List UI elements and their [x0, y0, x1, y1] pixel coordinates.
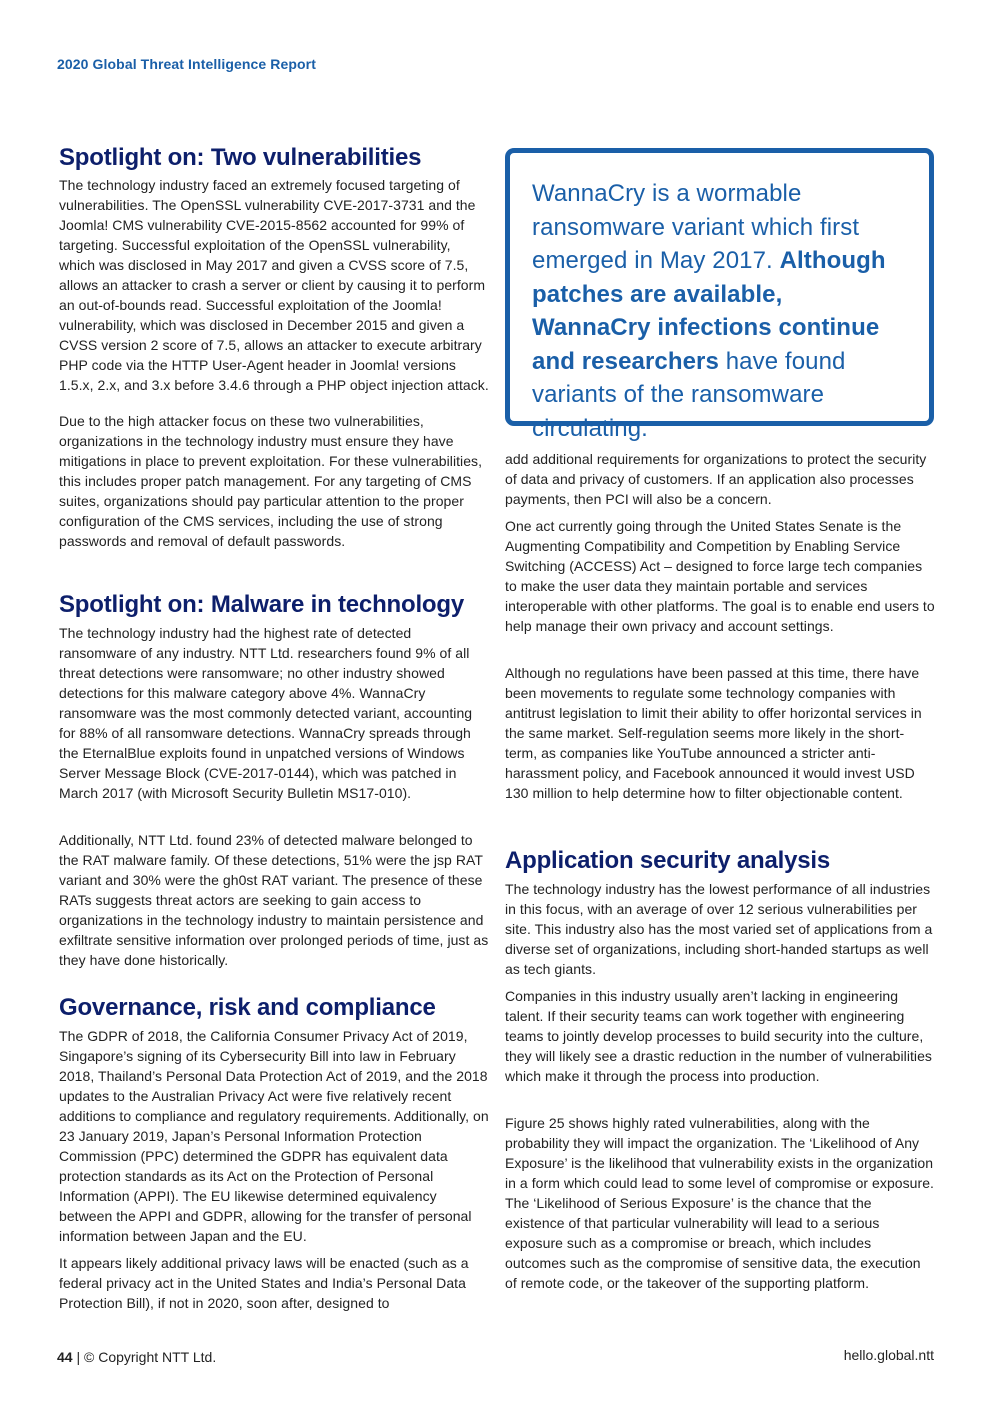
report-title: 2020 Global Threat Intelligence Report [57, 56, 316, 72]
paragraph-governance-2: It appears likely additional privacy laws will be enacted (such as a federal privacy act in the United States and India’s Personal Data Protection Bill), if not in 2020, soon after, designed to [59, 1255, 469, 1311]
paragraph-appsec-1: The technology industry has the lowest performance of all industries in this focus, with an average of over 12 serious vulnerabilities per site. This industry also has the most varied set of applications from a diverse set of organizations, including short-handed startups as well as tech giants. [505, 881, 933, 977]
callout-text-emphasis: Although patches are available, WannaCry infections continue and researchers [532, 247, 886, 375]
paragraph-access-act: One act currently going through the United States Senate is the Augmenting Compatibility and Competition by Enabling Service Switching (ACCESS) Act – designed to force large tech companies to make the user data they maintain portable and services interoperable with other platforms. The goal is to enable end users to help manage their own privacy and account settings. [505, 518, 935, 634]
paragraph-malware-2: Additionally, NTT Ltd. found 23% of detected malware belonged to the RAT malware family. Of these detections, 51% were the jsp RAT variant and 30% were the gh0st RAT variant. The presence of these RATs suggests threat actors are seeking to gain access to organizations in the technology industry to maintain persistence and exfiltrate sensitive information over prolonged periods of time, just as they have done historically. [59, 832, 489, 968]
heading-application-security-analysis: Application security analysis [505, 847, 830, 874]
paragraph-two-vulnerabilities-2: Due to the high attacker focus on these two vulnerabilities, organizations in the technology industry must ensure they have mitigations in place to prevent exploitation. For these vulnerabilities, this includes proper patch management. For any targeting of CMS suites, organizations should pay particular attention to the proper configuration of the CMS services, including the use of strong passwords and removal of default passwords. [59, 413, 483, 549]
paragraph-appsec-2: Companies in this industry usually aren’t lacking in engineering talent. If their security teams can work together with engineering teams to jointly develop processes to build security into the culture, they will likely see a drastic reduction in the number of vulnerabilities which make it through the process into production. [505, 988, 932, 1084]
callout-text [532, 177, 907, 445]
paragraph-malware-1: The technology industry had the highest rate of detected ransomware of any industry. NTT Ltd. researchers found 9% of all threat detections were ransomware; no other industry showed detections for this malware category above 4%. WannaCry ransomware was the most commonly detected variant, accounting for 88% of all ransomware detections. WannaCry spreads through the EternalBlue exploits found in unpatched versions of Windows Server Message Block (CVE-2017-0144), which was patched in March 2017 (with Microsoft Security Bulletin MS17-010). [59, 625, 473, 801]
heading-malware-in-technology: Spotlight on: Malware in technology [59, 591, 464, 618]
paragraph-regulation: Although no regulations have been passed at this time, there have been movements to regulate some technology companies with antitrust legislation to limit their ability to offer horizontal services in the same market. Self-regulation seems more likely in the short-term, as companies like YouTube announced a stricter anti-harassment policy, and Facebook announced it would invest USD 130 million to help determine how to filter objectionable content. [505, 665, 922, 801]
wannacry-callout-box [505, 148, 934, 442]
footer-url[interactable]: hello.global.ntt [843, 1347, 934, 1363]
footer-separator: | [72, 1349, 84, 1365]
paragraph-governance-3: add additional requirements for organizations to protect the security of data and privacy of customers. If an application also processes payments, then PCI will also be a concern. [505, 451, 927, 507]
heading-governance-risk-compliance: Governance, risk and compliance [59, 994, 436, 1021]
callout-text-intro: WannaCry is a wormable ransomware variant which first emerged in May 2017. [532, 180, 860, 274]
paragraph-two-vulnerabilities-1: The technology industry faced an extremely focused targeting of vulnerabilities. The OpenSSL vulnerability CVE-2017-3731 and the Joomla! CMS vulnerability CVE-2015-8562 accounted for 99% of targeting. Successful exploitation of the OpenSSL vulnerability, which was disclosed in May 2017 and given a CVSS score of 7.5, allows an attacker to crash a server or client by causing it to perform an out-of-bounds read. Successful exploitation of the Joomla! vulnerability, which was disclosed in December 2015 and given a CVSS version 2 score of 7.5, allows an attacker to execute arbitrary PHP code via the HTTP User-Agent header in Joomla! versions 1.5.x, 2.x, and 3.x before 3.4.6 through a PHP object injection attack. [59, 177, 489, 393]
paragraph-governance-1: The GDPR of 2018, the California Consumer Privacy Act of 2019, Singapore’s signing of its Cybersecurity Bill into law in February 2018, Thailand’s Personal Data Protection Act of 2019, and the 2018 updates to the Australian Privacy Act were five relatively recent additions to compliance and regulatory requirements. Additionally, on 23 January 2019, Japan’s Personal Information Protection Commission (PPC) determined the GDPR has equivalent data protection standards as its Act on the Protection of Personal Information (APPI). The EU likewise determined equivalency between the APPI and GDPR, allowing for the transfer of personal information between Japan and the EU. [59, 1028, 489, 1244]
footer-page-info [57, 1349, 216, 1365]
paragraph-appsec-3: Figure 25 shows highly rated vulnerabilities, along with the probability they will impact the organization. The ‘Likelihood of Any Exposure’ is the likelihood that vulnerability exists in the organization in a form which could lead to some level of compromise or exposure. The ‘Likelihood of Serious Exposure’ is the chance that the existence of that particular vulnerability will lead to a serious exposure such as a compromise or breach, which includes outcomes such as the compromise of sensitive data, the execution of remote code, or the takeover of the supporting platform. [505, 1115, 934, 1291]
copyright-text: © Copyright NTT Ltd. [84, 1349, 217, 1365]
heading-two-vulnerabilities: Spotlight on: Two vulnerabilities [59, 144, 422, 171]
callout-text-outro: have found variants of the ransomware circulating. [532, 347, 846, 442]
page-number: 44 [57, 1349, 73, 1365]
